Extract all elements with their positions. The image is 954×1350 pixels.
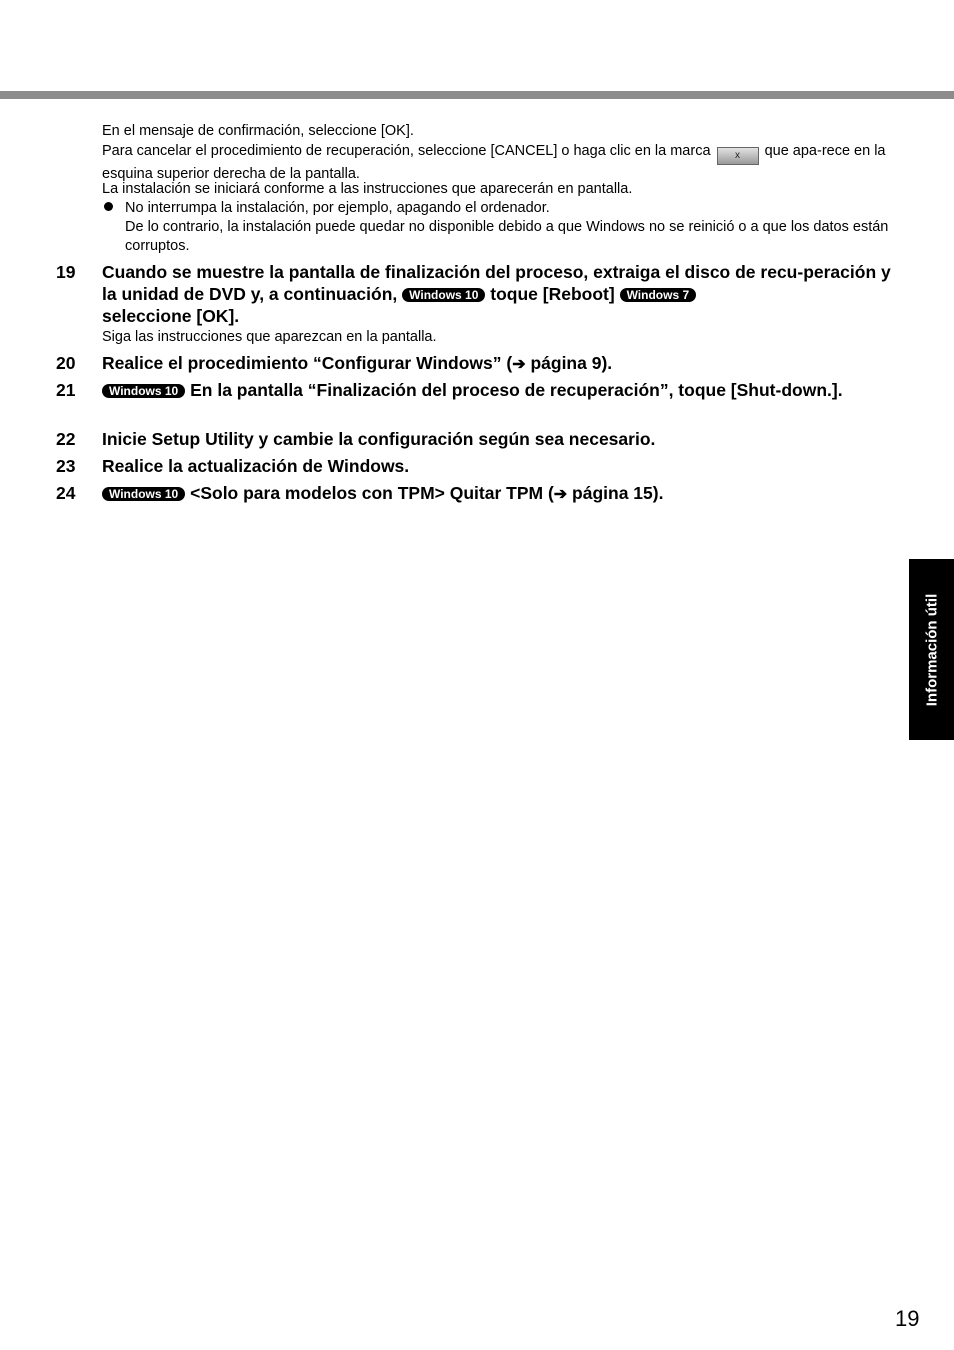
step-20-after: página 9). xyxy=(525,353,613,373)
section-tab xyxy=(909,559,954,740)
step-23-text: Realice la actualización de Windows. xyxy=(102,456,410,476)
windows-10-badge: Windows 10 xyxy=(102,487,185,501)
bullet-detail: De lo contrario, la instalación puede quedar no disponible debido a que Windows no se reinició o a que los datos están corruptos. xyxy=(125,219,889,254)
step-20-text xyxy=(102,352,892,376)
arrow-right-icon: ➔ xyxy=(512,356,526,373)
step-23-number: 23 xyxy=(56,456,76,476)
header-rule xyxy=(0,91,954,99)
step-24-before: <Solo para modelos con TPM> Quitar TPM ( xyxy=(190,483,554,503)
close-icon: x xyxy=(717,147,759,165)
windows-10-badge: Windows 10 xyxy=(102,384,185,398)
confirm-text: En el mensaje de confirmación, seleccione [OK]. xyxy=(102,123,414,139)
cancel-text xyxy=(102,142,892,184)
bullet-text: No interrumpa la instalación, por ejemplo, apagando el ordenador. xyxy=(125,200,550,216)
step-19-part1: Cuando se muestre la pantalla de finalización del proceso, extraiga el disco de recu-peración y la unidad de DVD y, a continuación, xyxy=(102,262,891,304)
step-19-note: Siga las instrucciones que aparezcan en la pantalla. xyxy=(102,329,437,345)
step-22-text: Inicie Setup Utility y cambie la configuración según sea necesario. xyxy=(102,429,656,449)
step-22-number: 22 xyxy=(56,429,76,449)
windows-7-badge: Windows 7 xyxy=(620,288,697,302)
step-19-number: 19 xyxy=(56,262,76,282)
cancel-text-after: que apa-rece en la esquina superior derecha de la pantalla. xyxy=(102,143,886,182)
step-20-number: 20 xyxy=(56,353,76,373)
step-24-number: 24 xyxy=(56,483,76,503)
bullet-icon xyxy=(104,202,113,211)
step-19-text xyxy=(102,261,892,327)
cancel-text-before: Para cancelar el procedimiento de recuperación, seleccione [CANCEL] o haga clic en la marca xyxy=(102,143,711,159)
step-21-number: 21 xyxy=(56,380,76,400)
step-24-after: página 15). xyxy=(567,483,664,503)
step-19-part3: seleccione [OK]. xyxy=(102,306,240,326)
step-19-part2: toque [Reboot] xyxy=(490,284,615,304)
install-text: La instalación se iniciará conforme a las instrucciones que aparecerán en pantalla. xyxy=(102,181,633,197)
windows-10-badge: Windows 10 xyxy=(402,288,485,302)
step-20-before: Realice el procedimiento “Configurar Windows” ( xyxy=(102,353,513,373)
section-tab-label: Información útil xyxy=(923,593,940,706)
step-21-body: En la pantalla “Finalización del proceso de recuperación”, toque [Shut-down.]. xyxy=(190,380,843,400)
arrow-right-icon: ➔ xyxy=(553,486,568,503)
step-24-text xyxy=(102,482,892,506)
step-21-text xyxy=(102,379,892,401)
page-number: 19 xyxy=(895,1306,920,1331)
